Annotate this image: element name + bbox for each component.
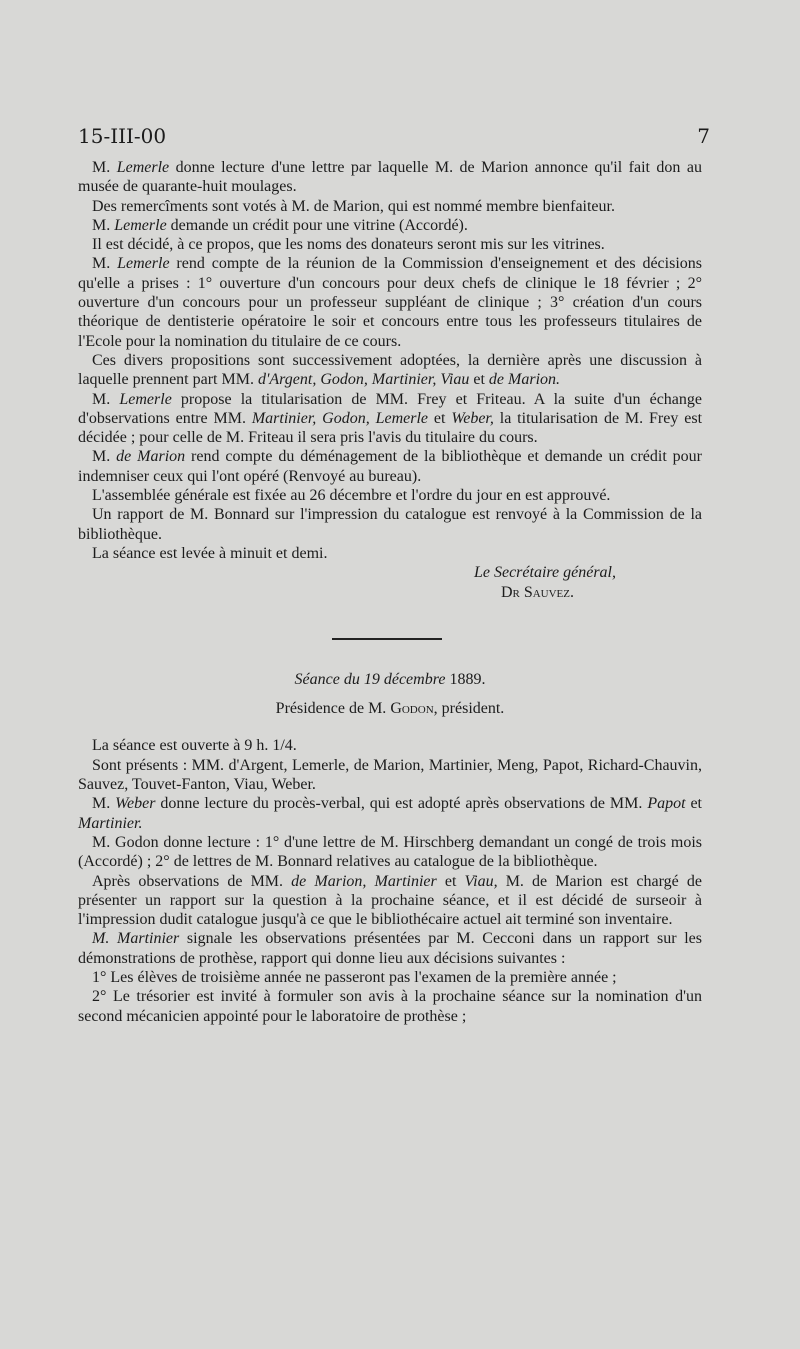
page-content [78,158,702,1026]
second-paragraph: 1° Les élèves de troisième année ne passeront pas l'examen de la première année ; [92,968,617,986]
session-title: Séance du 19 décembre 1889. [294,670,486,688]
second-paragraph: Sont présents : MM. d'Argent, Lemerle, de Marion, Martinier, Meng, Papot, Richard-Chauvin, Sauvez, Touvet-Fanton, Viau, Weber. [78,756,702,794]
first-paragraph: M. Lemerle propose la titularisation de MM. Frey et Friteau. A la suite d'un échange d'observations entre MM. Martinier, Godon, Lemerle et Weber, la titularisation de M. Frey est décidée ; pour celle de M. Friteau il sera pris l'avis du titulaire du cours. [78,390,703,447]
second-paragraph: M. Martinier signale les observations présentées par M. Cecconi dans un rapport sur les démonstrations de prothèse, rapport qui donne lieu aux décisions suivantes : [78,930,702,967]
first-paragraph: Ces divers propositions sont successivement adoptées, la dernière après une discussion à laquelle prennent part MM. d'Argent, Godon, Martinier, Viau et de Marion. [78,351,702,389]
first-paragraph: La séance est levée à minuit et demi. [92,544,328,562]
first-paragraph: L'assemblée générale est fixée au 26 décembre et l'ordre du jour en est approuvé. [92,487,611,505]
first-paragraph: Il est décidé, à ce propos, que les noms des donateurs seront mis sur les vitrines. [92,236,605,254]
second-paragraph: Après observations de MM. de Marion, Martinier et Viau, M. de Marion est chargé de présenter un rapport sur la question à la prochaine séance, et il est décidé de surseoir à l'impression dudit catalogue jusqu'à ce que le bibliothécaire actuel ait terminé son inventaire. [78,872,702,929]
signature-title: Le Secrétaire général, [473,564,616,582]
first-paragraph: M. Lemerle demande un crédit pour une vitrine (Accordé). [92,216,468,234]
second-paragraph: La séance est ouverte à 9 h. 1/4. [92,737,297,755]
first-paragraph: M. Lemerle rend compte de la réunion de la Commission d'enseignement et des décisions qu'elle a prises : 1° ouverture d'un concours pour deux chefs de clinique le 18 février ; 2° ouverture d'un concours pour un professeur suppléant de clinique ; 3° création d'un cours théorique de dentisterie opératoire le soir et concours entre tous les professeurs titulaires de l'Ecole pour la nomination du titulaire de ce cours. [78,255,702,350]
first-paragraph: Des remercîments sont votés à M. de Marion, qui est nommé membre bienfaiteur. [92,197,615,215]
section-divider [78,602,702,658]
session-presidence: Présidence de M. Godon, président. [275,700,505,718]
first-paragraph: M. Lemerle donne lecture d'une lettre par laquelle M. de Marion annonce qu'il fait don au musée de quarante-huit moulages. [78,159,702,196]
first-paragraph: M. de Marion rend compte du déménagement de la bibliothèque et demande un crédit pour indemniser ceux qui l'ont opéré (Renvoyé au bureau). [78,448,703,485]
first-paragraph: Un rapport de M. Bonnard sur l'impression du catalogue est renvoyé à la Commission de la bibliothèque. [78,506,702,543]
second-paragraph: M. Weber donne lecture du procès-verbal, qui est adopté après observations de MM. Papot et Martinier. [78,795,703,832]
first-session-minutes [78,158,702,563]
second-paragraph: M. Godon donne lecture : 1° d'une lettre de M. Hirschberg demandant un congé de trois mois (Accordé) ; 2° de lettres de M. Bonnard relatives au catalogue de la bibliothèque. [78,833,702,871]
page-number: 7 [697,124,710,148]
second-paragraph: 2° Le trésorier est invité à formuler son avis à la prochaine séance sur la nomination d'un second mécanicien appointé pour le laboratoire de prothèse ; [78,988,702,1025]
header-date: 15-III-00 [78,124,167,148]
page-header [78,124,710,148]
second-session-minutes [78,736,702,1025]
signature-name: Dr Sauvez. [500,583,574,601]
